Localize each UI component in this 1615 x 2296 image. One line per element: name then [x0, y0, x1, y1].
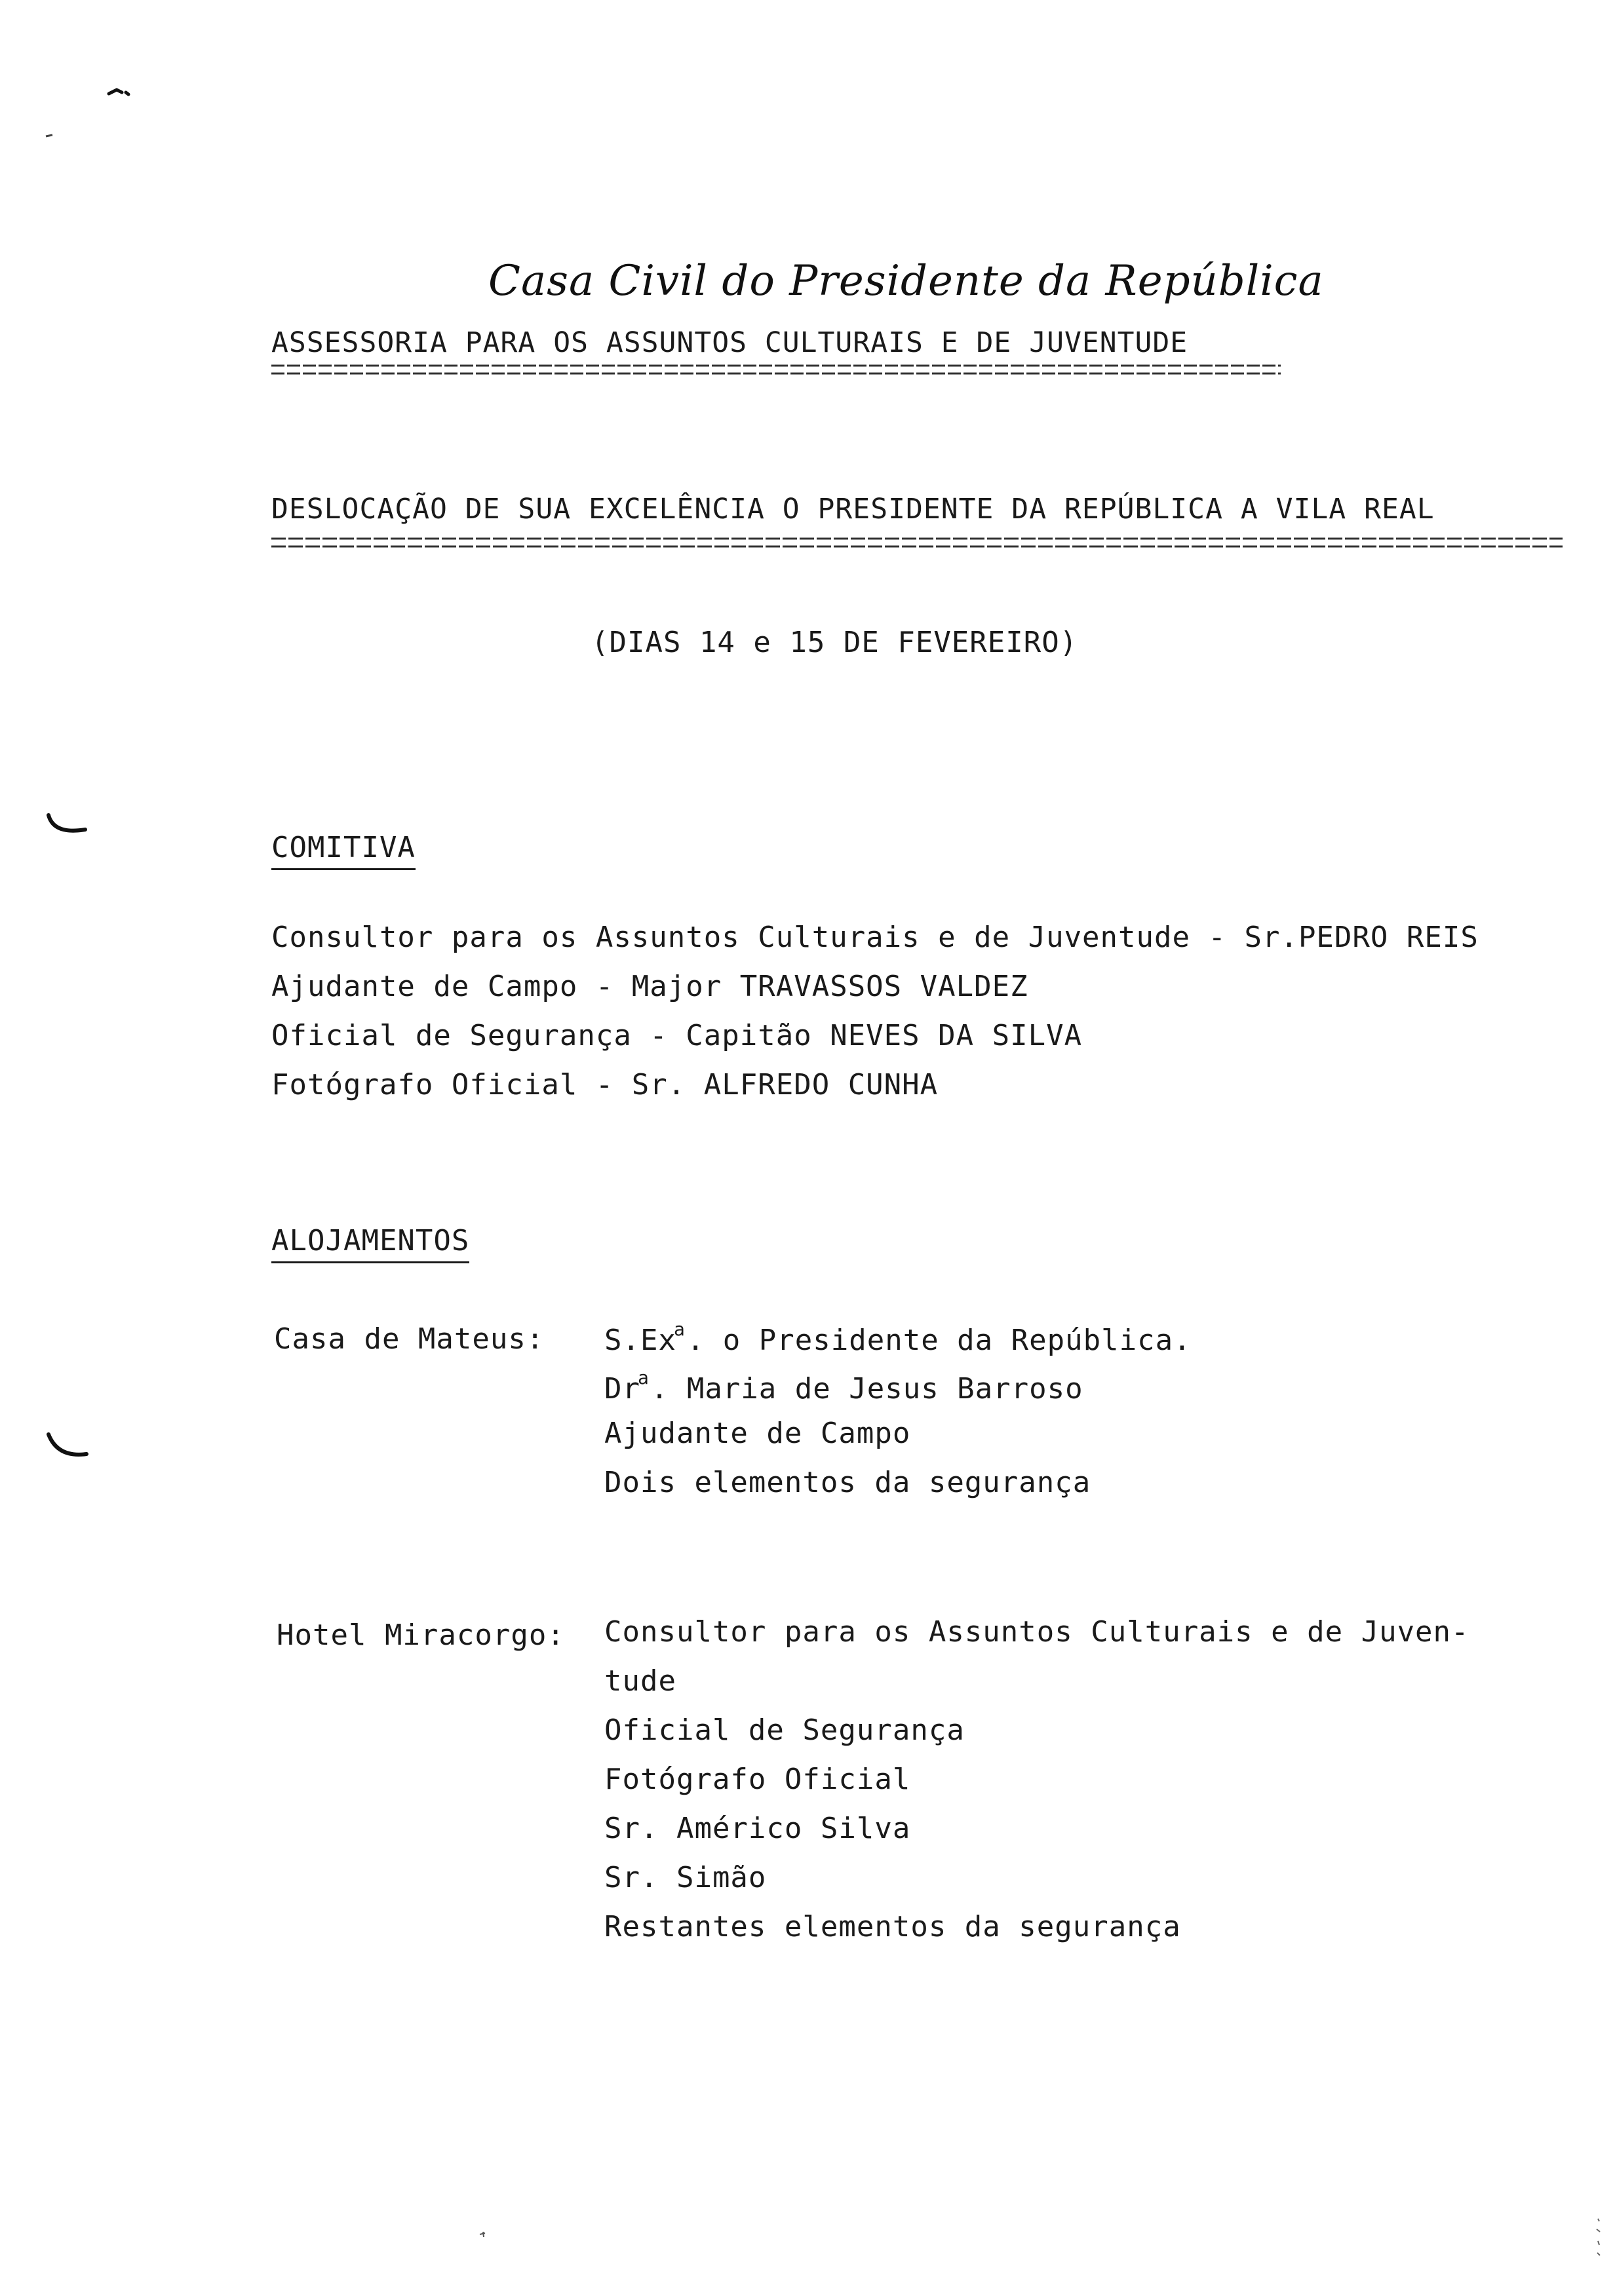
comitiva-line: Fotógrafo Oficial - Sr. ALFREDO CUNHA — [271, 1068, 939, 1101]
comitiva-heading: COMITIVA — [271, 831, 416, 870]
department-heading: ASSESSORIA PARA OS ASSUNTOS CULTURAIS E DE JUVENTUDE — [271, 326, 1188, 359]
hotel-line: Oficial de Segurança — [604, 1713, 965, 1747]
department-double-underline — [271, 359, 1281, 381]
casa-mateus-line — [604, 1318, 1192, 1357]
hotel-line: Sr. Américo Silva — [604, 1812, 911, 1845]
hotel-line: Restantes elementos da segurança — [604, 1910, 1181, 1943]
margin-mark-top — [105, 82, 138, 102]
casa-mateus-line: Dois elementos da segurança — [604, 1466, 1091, 1499]
line-text: Dr — [604, 1372, 640, 1406]
trip-dates: (DIAS 14 e 15 DE FEVEREIRO) — [591, 626, 1078, 659]
hotel-line: Fotógrafo Oficial — [604, 1763, 911, 1796]
comitiva-line: Oficial de Segurança - Capitão NEVES DA SILVA — [271, 1019, 1083, 1052]
trip-title-double-underline — [271, 532, 1563, 554]
margin-mark-top-2 — [43, 131, 56, 140]
casa-mateus-line: Ajudante de Campo — [604, 1417, 911, 1450]
margin-bracket-1 — [45, 813, 90, 842]
comitiva-line: Ajudante de Campo - Major TRAVASSOS VALDEZ — [271, 970, 1028, 1003]
superscript: a — [673, 1318, 686, 1340]
bottom-mark — [477, 2228, 490, 2241]
trip-title: DESLOCAÇÃO DE SUA EXCELÊNCIA O PRESIDENTE DA REPÚBLICA A VILA REAL — [271, 493, 1435, 526]
line-text: S.Ex — [604, 1324, 676, 1357]
casa-mateus-line — [604, 1367, 1083, 1406]
line-text: . Maria de Jesus Barroso — [650, 1372, 1083, 1406]
alojamentos-heading: ALOJAMENTOS — [271, 1224, 469, 1263]
hotel-line: tude — [604, 1664, 676, 1698]
institution-title: Casa Civil do Presidente da República — [488, 257, 1324, 305]
edge-mark — [1593, 2215, 1606, 2267]
double-rule — [271, 532, 1563, 554]
margin-bracket-2 — [45, 1432, 90, 1468]
superscript: a — [637, 1367, 650, 1388]
hotel-line: Sr. Simão — [604, 1861, 767, 1894]
hotel-line: Consultor para os Assuntos Culturais e de Juven- — [604, 1615, 1469, 1649]
line-text: . o Presidente da República. — [686, 1324, 1192, 1357]
double-rule — [271, 359, 1281, 381]
hotel-miracorgo-label: Hotel Miracorgo: — [277, 1618, 565, 1652]
comitiva-line: Consultor para os Assuntos Culturais e de Juventude - Sr.PEDRO REIS — [271, 921, 1479, 954]
casa-mateus-label: Casa de Mateus: — [274, 1322, 545, 1356]
